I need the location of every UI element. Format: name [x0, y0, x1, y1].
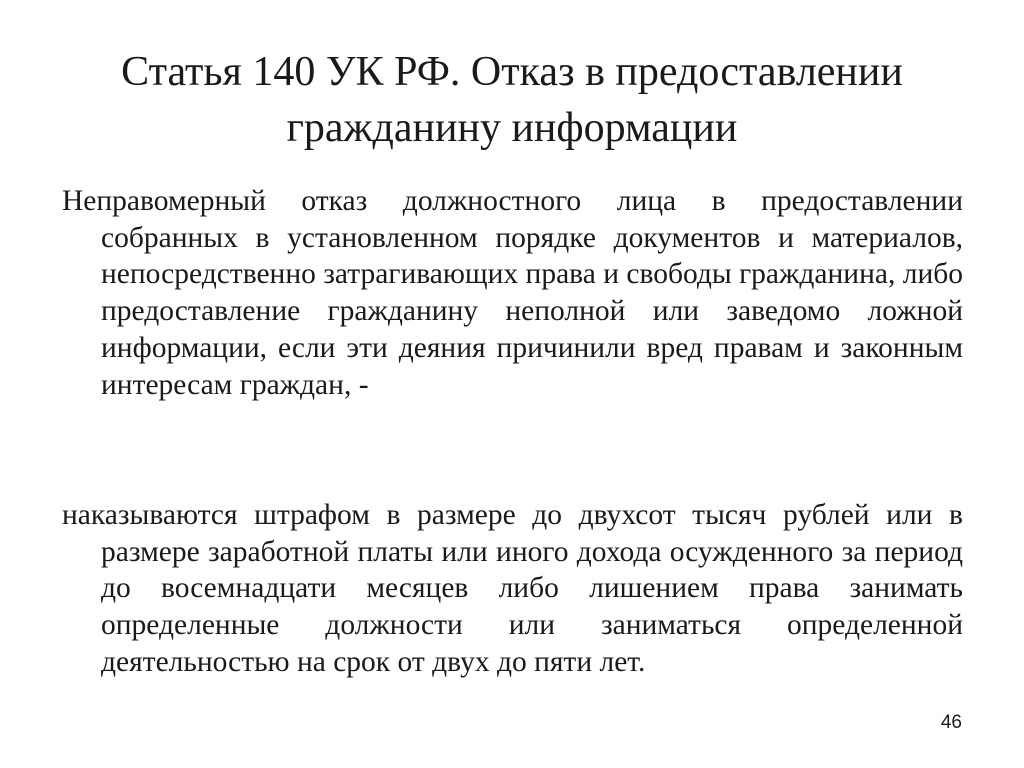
slide-title [40, 44, 984, 156]
page-number: 46 [940, 712, 962, 733]
body-paragraph-1-container [62, 183, 963, 403]
body-paragraph-2: наказываются штрафом в размере до двухсот тысяч рублей или в размере заработной платы или иного дохода осужденного за период до восемнадцати месяцев либо лишением права занимать определенные должности или заниматься определенной деятельностью на срок от двух до пяти лет. [62, 499, 963, 678]
slide-title-line-1: Статья 140 УК РФ. Отказ в предоставлении [121, 49, 903, 95]
body-paragraph-1: Неправомерный отказ должностного лица в предоставлении собранных в установленном порядке документов и материалов, непосредственно затрагивающих права и свободы гражданина, либо предоставление гражданину неполной или заведомо ложной информации, если эти деяния причинили вред правам и законным интересам граждан, - [62, 185, 963, 401]
slide-title-line-2: гражданину информации [286, 105, 738, 151]
body-paragraph-2-container [62, 497, 963, 681]
